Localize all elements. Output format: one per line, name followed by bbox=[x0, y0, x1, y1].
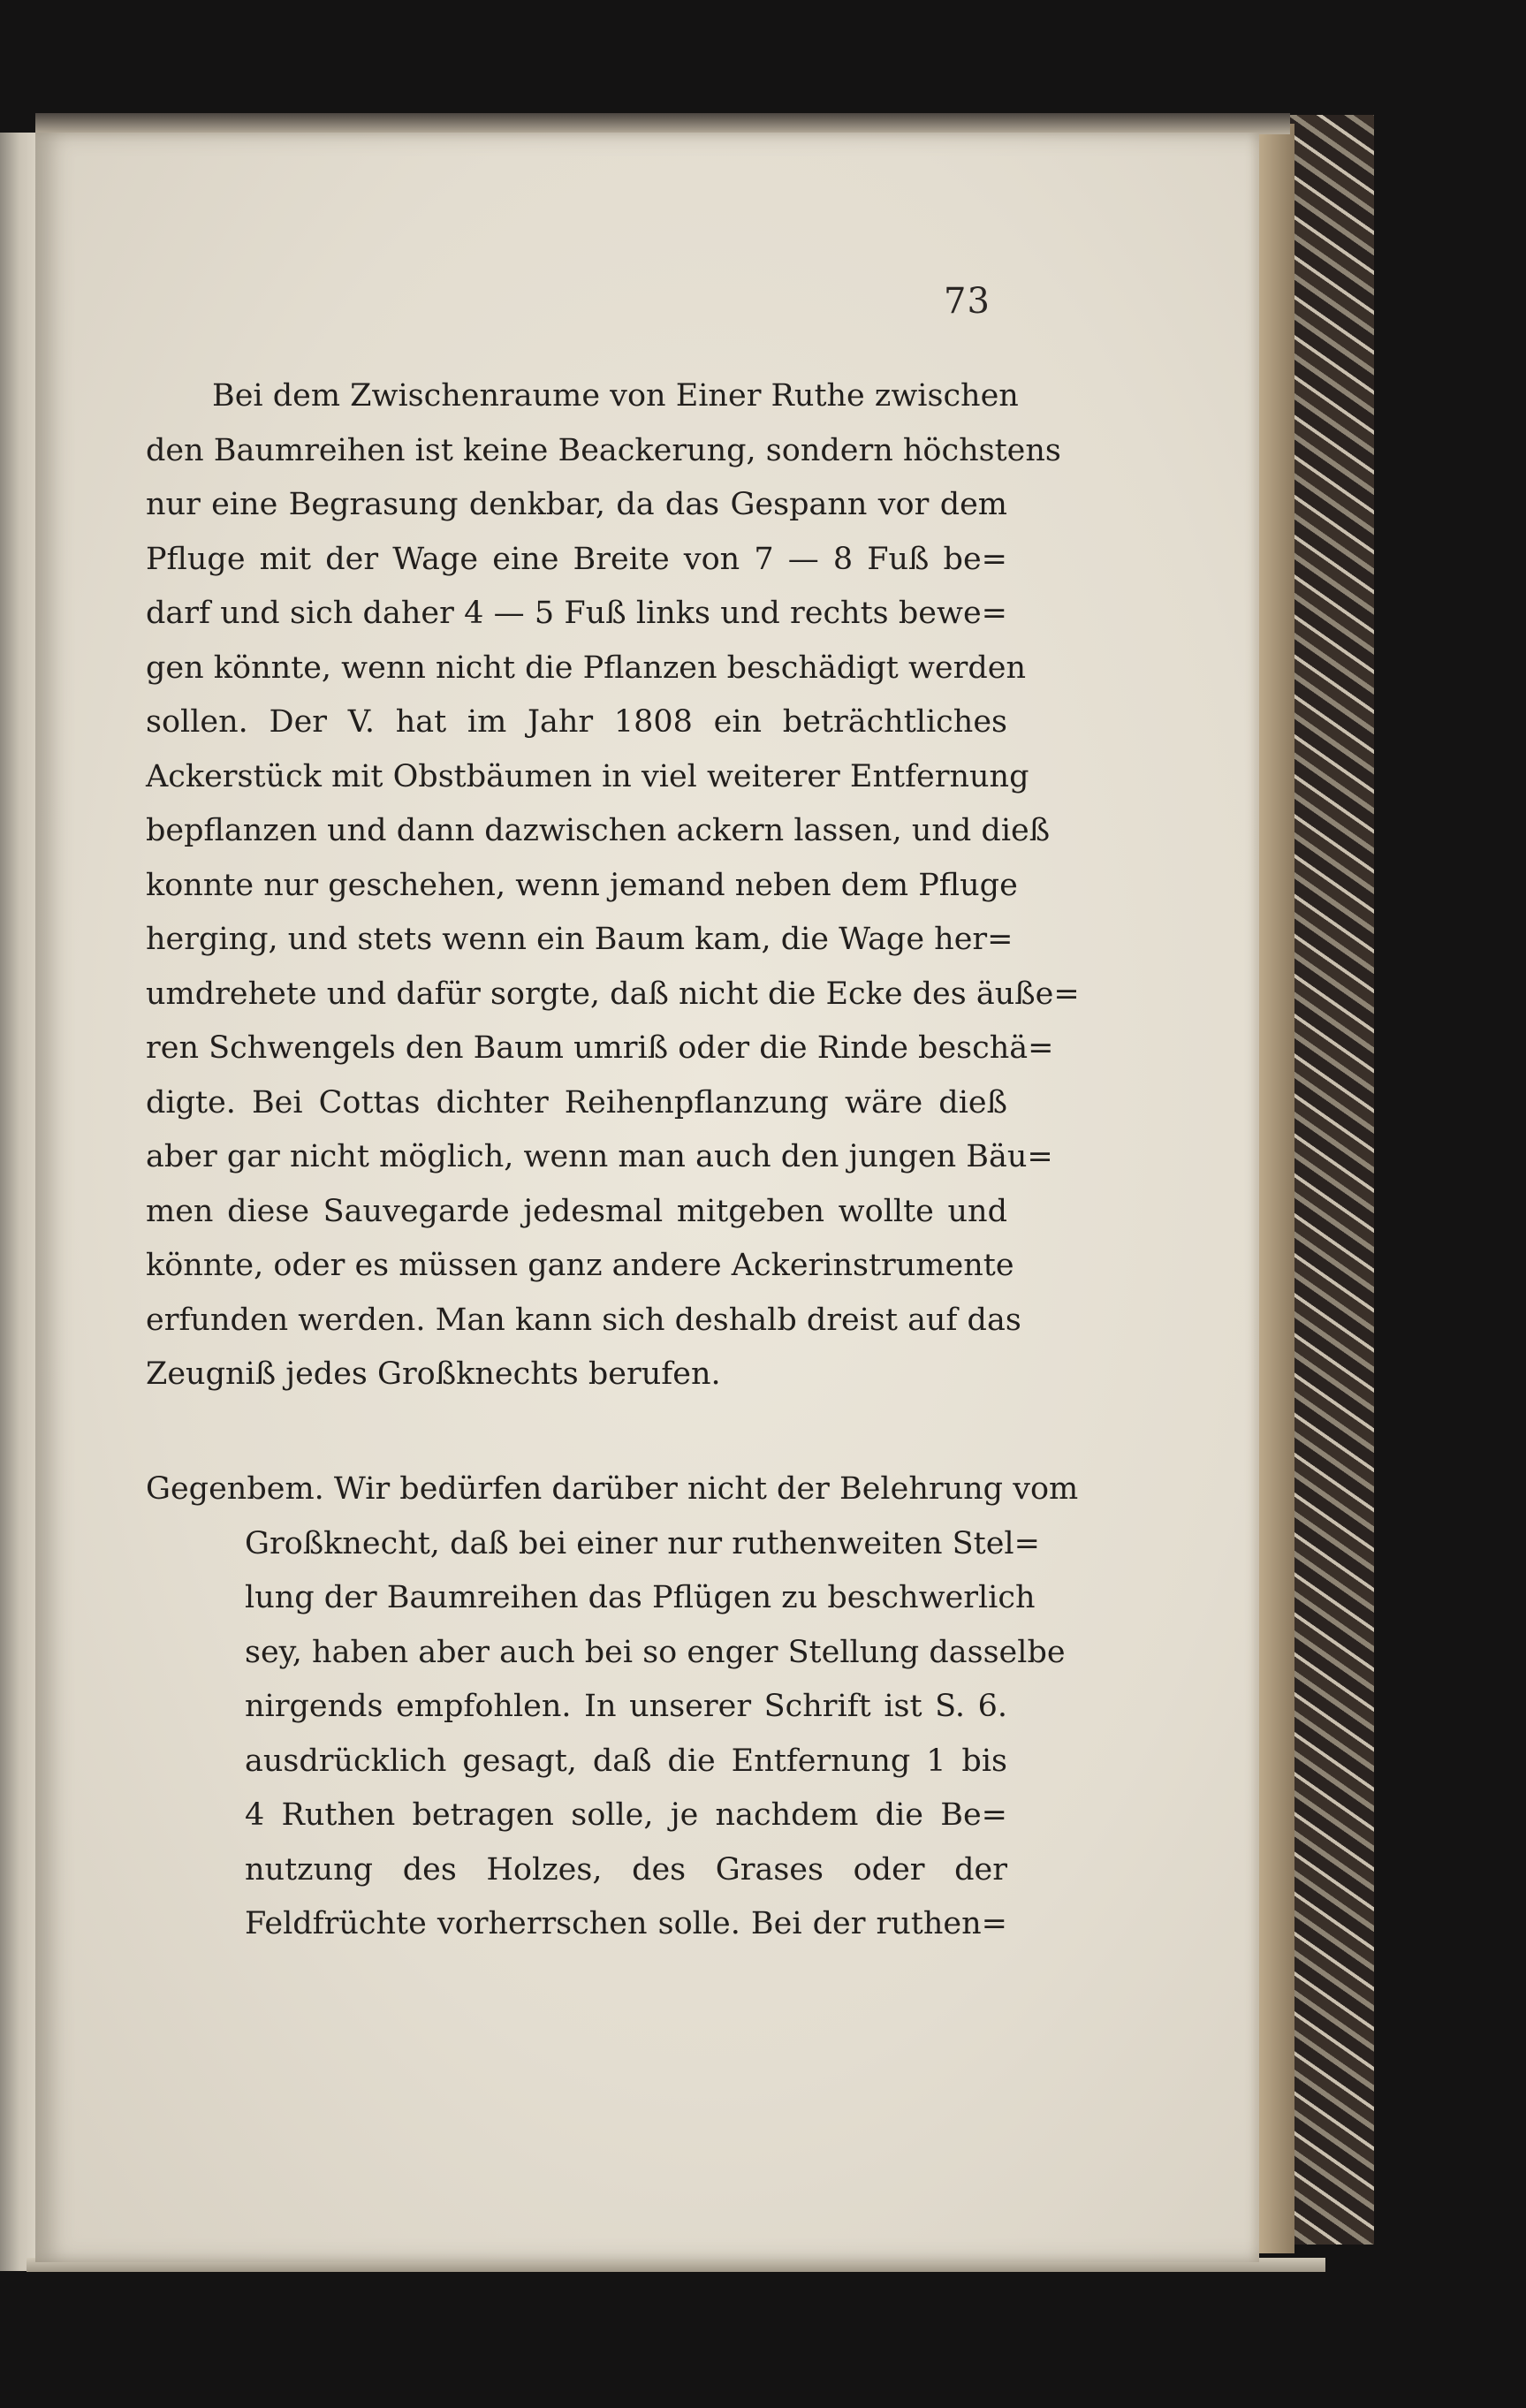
paragraph-2 bbox=[146, 1462, 1079, 1952]
text-line: nirgends empfohlen. In unserer Schrift ist S. 6. bbox=[245, 1689, 1007, 1724]
text-line: herging, und stets wenn ein Baum kam, die Wage her= bbox=[146, 922, 1014, 957]
text-line: digte. Bei Cottas dichter Reihenpflanzung wäre dieß bbox=[146, 1084, 1007, 1120]
text-line: darf und sich daher 4 — 5 Fuß links und rechts bewe= bbox=[146, 596, 1007, 631]
previous-leaf-edge bbox=[0, 133, 35, 2271]
text-line: ren Schwengels den Baum umriß oder die Rinde beschä= bbox=[146, 1030, 1054, 1066]
text-line: erfunden werden. Man kann sich deshalb dreist auf das bbox=[146, 1302, 1021, 1338]
text-line: Pfluge mit der Wage eine Breite von 7 — 8 Fuß be= bbox=[146, 541, 1007, 577]
text-line: Bei dem Zwischenraume von Einer Ruthe zwischen bbox=[212, 378, 1019, 414]
text-line: lung der Baumreihen das Pflügen zu beschwerlich bbox=[245, 1580, 1036, 1615]
marbled-cover bbox=[1286, 115, 1374, 2245]
text-line: aber gar nicht möglich, wenn man auch den jungen Bäu= bbox=[146, 1139, 1053, 1174]
text-line: Zeugniß jedes Großknechts berufen. bbox=[146, 1356, 721, 1392]
text-line: Gegenbem. Wir bedürfen darüber nicht der Belehrung vom bbox=[146, 1471, 1079, 1507]
cover-top-edge bbox=[35, 113, 1290, 134]
text-line: men diese Sauvegarde jedesmal mitgeben wollte und bbox=[146, 1193, 1007, 1229]
text-line: Ackerstück mit Obstbäumen in viel weiterer Entfernung bbox=[146, 758, 1029, 794]
text-line: konnte nur geschehen, wenn jemand neben dem Pfluge bbox=[146, 867, 1018, 903]
text-line: sey, haben aber auch bei so enger Stellung dasselbe bbox=[245, 1634, 1066, 1670]
text-line: den Baumreihen ist keine Beackerung, sondern höchstens bbox=[146, 432, 1061, 468]
text-line: ausdrücklich gesagt, daß die Entfernung 1 bis bbox=[245, 1743, 1007, 1779]
text-line: sollen. Der V. hat im Jahr 1808 ein beträchtliches bbox=[146, 704, 1007, 740]
paragraph-1 bbox=[146, 369, 1080, 1402]
text-line: nutzung des Holzes, des Grases oder der bbox=[245, 1851, 1007, 1888]
text-line: nur eine Begrasung denkbar, da das Gespann vor dem bbox=[146, 487, 1007, 522]
text-line: Feldfrüchte vorherrschen solle. Bei der ruthen= bbox=[245, 1906, 1007, 1941]
page-number: 73 bbox=[944, 281, 991, 322]
text-line: umdrehete und dafür sorgte, daß nicht die Ecke des äuße= bbox=[146, 976, 1080, 1012]
text-line: könnte, oder es müssen ganz andere Ackerinstrumente bbox=[146, 1248, 1014, 1283]
text-line: Großknecht, daß bei einer nur ruthenweiten Stel= bbox=[245, 1525, 1040, 1561]
text-line: bepflanzen und dann dazwischen ackern lassen, und dieß bbox=[146, 813, 1051, 848]
text-line: 4 Ruthen betragen solle, je nachdem die Be= bbox=[245, 1797, 1007, 1833]
text-line: gen könnte, wenn nicht die Pflanzen beschädigt werden bbox=[146, 649, 1027, 686]
